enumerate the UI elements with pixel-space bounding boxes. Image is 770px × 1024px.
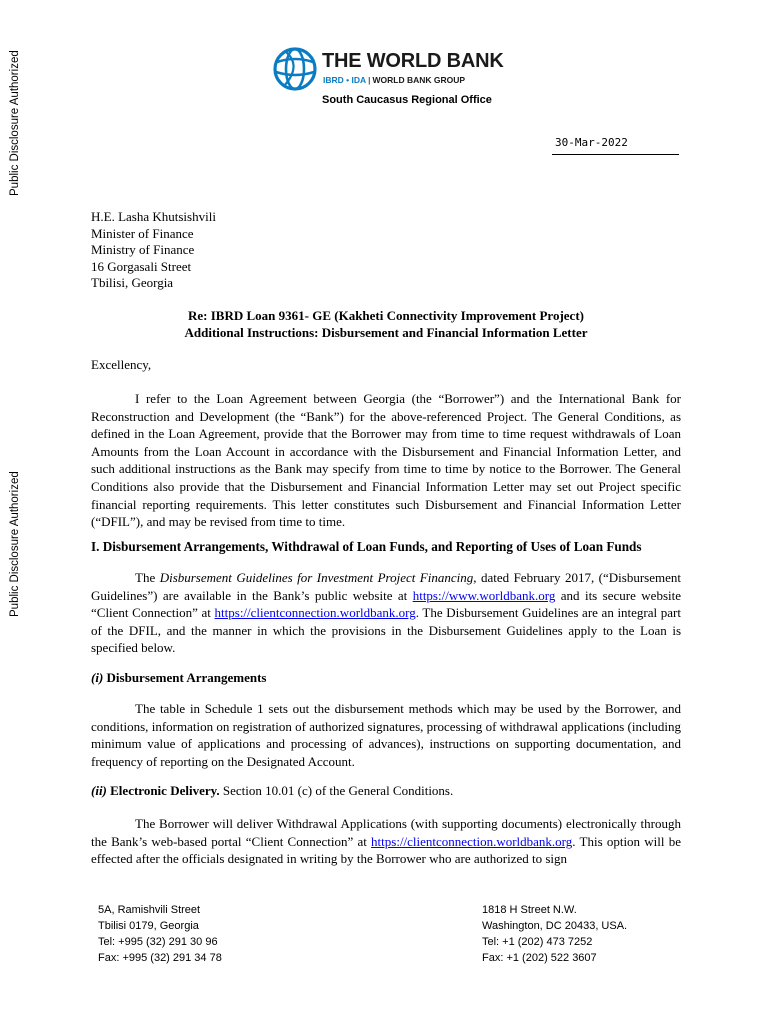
letter-date: 30-Mar-2022 (555, 136, 628, 149)
subsection-2-label: Electronic Delivery. (106, 783, 220, 798)
para2-a: The (135, 570, 160, 585)
logo-ibrd-ida: IBRD • IDA (323, 75, 367, 85)
footer-right-line: Fax: +1 (202) 522 3607 (482, 952, 597, 964)
subsection-1-number: (i) (91, 670, 104, 685)
client-connection-link-2[interactable]: https://clientconnection.worldbank.org (371, 833, 573, 849)
logo-title: THE WORLD BANK (322, 50, 504, 72)
subsection-2-number: (ii) (91, 783, 107, 798)
subsection-electronic-delivery (91, 782, 681, 800)
footer-left-line: Tel: +995 (32) 291 30 96 (98, 936, 218, 948)
para4-b: . This option will be effected after the officials designated in writing by the Borrower who are authorized to sign (91, 833, 681, 867)
para2-c: and its secure website “Client Connection” at (91, 587, 681, 621)
client-connection-link[interactable]: https://clientconnection.worldbank.org (214, 605, 416, 621)
subsection-1-label: Disbursement Arrangements (103, 670, 267, 685)
subject-line-1: Re: IBRD Loan 9361- GE (Kakheti Connectivity Improvement Project) (188, 308, 584, 323)
addressee-block (91, 209, 216, 292)
footer-right-line: Washington, DC 20433, USA. (482, 920, 628, 932)
paragraph-schedule: The table in Schedule 1 sets out the disbursement methods which may be used by the Borrower, and conditions, information on registration of authorized signatures, processing of withdrawal applications (including minimum value of applications and processing of advances), instructions on supporting documentation, and frequency of reporting on the Designated Account. (91, 701, 681, 769)
date-underline (552, 154, 679, 155)
office-name: South Caucasus Regional Office (322, 94, 492, 106)
footer-left-line: Fax: +995 (32) 291 34 78 (98, 952, 222, 964)
section-1-heading: I. Disbursement Arrangements, Withdrawal of Loan Funds, and Reporting of Uses of Loan Funds (91, 539, 642, 554)
paragraph-intro: I refer to the Loan Agreement between Georgia (the “Borrower”) and the International Bank for Reconstruction and Development (the “Bank”) for the above-referenced Project. The General Conditions, as defined in the Loan Agreement, provide that the Borrower may from time to time request withdrawals of Loan Amounts from the Loan Account in accordance with the Disbursement and Financial Information Letter, and such additional instructions as the Bank may specify from time to time by notice to the Borrower. The General Conditions also provide that the Disbursement and Financial Information Letter may set out Project specific financial reporting requirements. This letter constitutes such Disbursement and Financial Information Letter (“DFIL”), and may be revised from time to time. (91, 391, 681, 530)
subsection-2-rest: Section 10.01 (c) of the General Conditions. (219, 783, 454, 798)
subsection-disbursement-arrangements (91, 669, 681, 687)
globe-icon (272, 46, 318, 92)
addressee-title: Minister of Finance (91, 225, 194, 241)
subject-line (91, 307, 681, 341)
para2-b: dated February 2017, (“Disbursement Guidelines”) are available in the Bank’s public website at (91, 570, 681, 603)
addressee-name: H.E. Lasha Khutsishvili (91, 209, 216, 224)
logo-separator: | (368, 75, 371, 85)
addressee-city: Tbilisi, Georgia (91, 275, 174, 291)
footer-right-line: 1818 H Street N.W. (482, 904, 577, 916)
footer-washington-address (482, 902, 627, 966)
disclosure-label-middle: Public Disclosure Authorized (9, 471, 21, 617)
logo-group: WORLD BANK GROUP (372, 75, 466, 85)
footer-left-line: 5A, Ramishvili Street (98, 904, 201, 916)
salutation: Excellency, (91, 357, 152, 372)
guidelines-title: Disbursement Guidelines for Investment Project Financing, (159, 570, 477, 585)
para2-d: . The Disbursement Guidelines are an integral part of the DFIL, and the manner in which the provisions in the Disbursement Guidelines apply to the Loan is specified below. (91, 605, 681, 656)
addressee-street: 16 Gorgasali Street (91, 258, 192, 274)
subject-line-2: Additional Instructions: Disbursement and Financial Information Letter (184, 325, 588, 340)
disclosure-label-top: Public Disclosure Authorized (9, 50, 21, 196)
world-bank-logo (272, 46, 512, 94)
para4-a: The Borrower will deliver Withdrawal Applications (with supporting documents) electronically through the Bank’s web-based portal “Client Connection” at (91, 816, 681, 849)
logo-subtitle (323, 75, 465, 85)
footer-left-line: Tbilisi 0179, Georgia (98, 920, 199, 932)
footer-georgia-address (98, 902, 222, 966)
paragraph-guidelines (91, 569, 681, 657)
worldbank-link[interactable]: https://www.worldbank.org (412, 587, 556, 603)
footer-right-line: Tel: +1 (202) 473 7252 (482, 936, 593, 948)
addressee-org: Ministry of Finance (91, 242, 195, 258)
paragraph-electronic (91, 815, 681, 868)
